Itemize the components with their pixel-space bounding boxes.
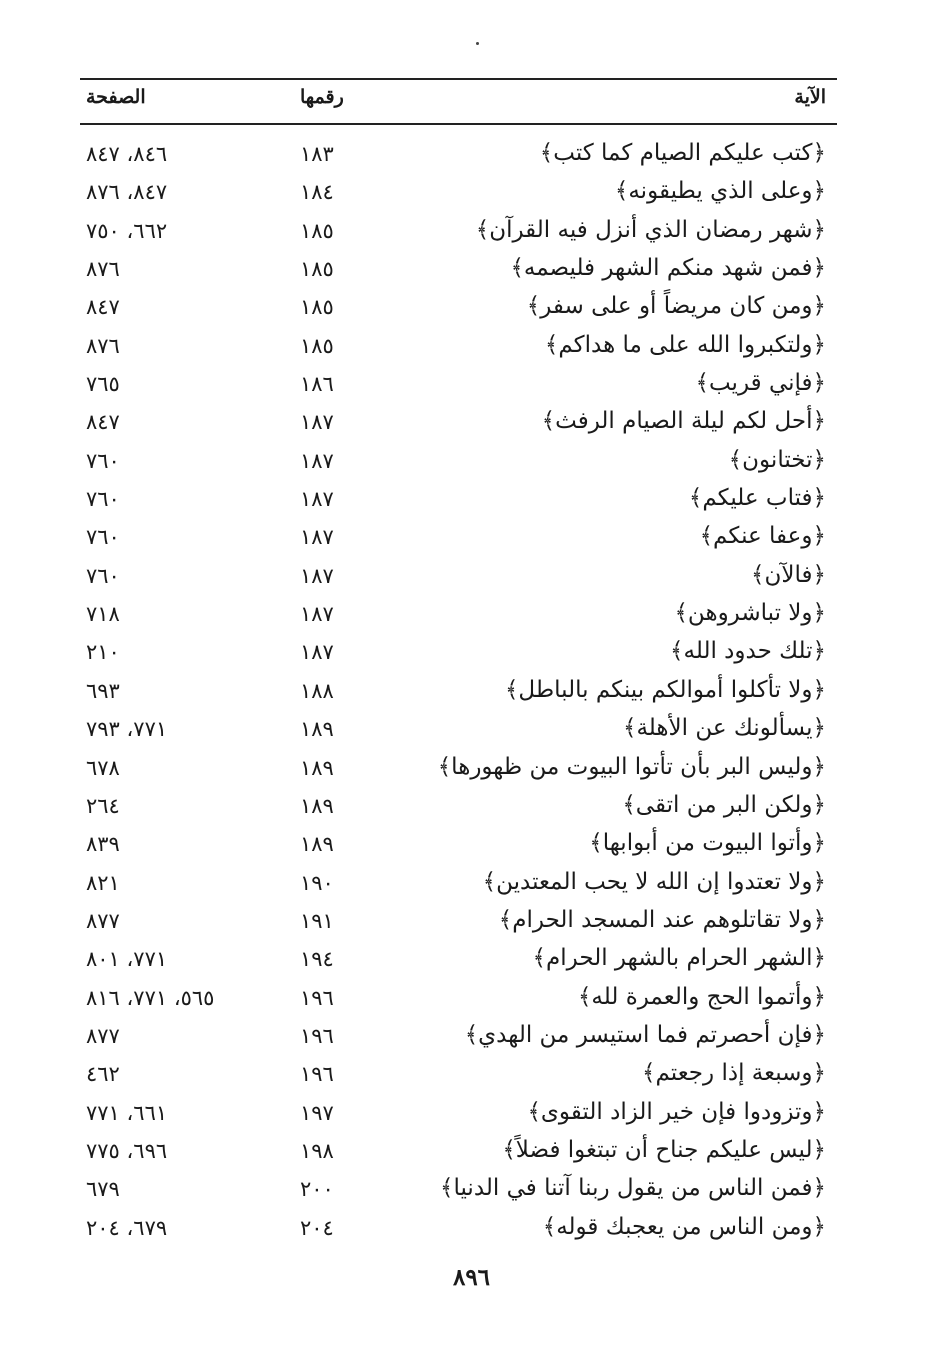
- table-row: [0, 404, 943, 442]
- table-row: [0, 865, 943, 903]
- table-row: [0, 673, 943, 711]
- ayah-text: ﴿وعلى الذي يطيقونه﴾: [614, 178, 826, 205]
- page-refs: ٧٧١، ٨٠١: [86, 947, 168, 972]
- table-row: [0, 1056, 943, 1094]
- header-rule: [80, 123, 837, 125]
- table-row: [0, 136, 943, 174]
- ayah-text: ﴿فإن أحصرتم فما استيسر من الهدي﴾: [464, 1021, 826, 1048]
- page-refs: ٨٤٧، ٨٧٦: [86, 180, 168, 205]
- table-row: [0, 481, 943, 519]
- ayah-text: ﴿ومن كان مريضاً أو على سفر﴾: [526, 293, 826, 320]
- page-refs: ٦٩٣: [86, 678, 120, 703]
- ayah-number: ١٩٧: [300, 1100, 334, 1125]
- ayah-number: ١٨٤: [300, 180, 334, 205]
- page-refs: ٦٦٢، ٧٥٠: [86, 218, 168, 243]
- page-refs: ٧١٨: [86, 602, 120, 627]
- ayah-number: ١٨٨: [300, 678, 334, 703]
- ayah-text: ﴿وأتموا الحج والعمرة لله﴾: [577, 983, 826, 1010]
- ayah-text: ﴿تلك حدود الله﴾: [670, 638, 826, 665]
- table-row: [0, 826, 943, 864]
- ayah-text: ﴿يسألونك عن الأهلة﴾: [623, 715, 826, 742]
- ayah-number: ١٩٨: [300, 1138, 334, 1163]
- page-refs: ٦٧٩: [86, 1177, 120, 1202]
- page-refs: ٦٧٨: [86, 755, 120, 780]
- table-row: [0, 174, 943, 212]
- table-row: [0, 941, 943, 979]
- table-row: [0, 1210, 943, 1248]
- table-row: [0, 1133, 943, 1171]
- page-refs: ٦٦١، ٧٧١: [86, 1100, 168, 1125]
- table-row: [0, 711, 943, 749]
- ayah-text: ﴿ومن الناس من يعجبك قوله﴾: [542, 1213, 826, 1240]
- ayah-text: ﴿فإني قريب﴾: [695, 370, 826, 397]
- decorative-dot: [476, 42, 479, 45]
- ayah-number: ١٨٧: [300, 640, 334, 665]
- page-refs: ٨٧٧: [86, 1023, 120, 1048]
- ayah-text: ﴿وعفا عنكم﴾: [699, 523, 826, 550]
- ayah-number: ١٨٧: [300, 410, 334, 435]
- page-refs: ٨٣٩: [86, 832, 120, 857]
- ayah-text: ﴿كتب عليكم الصيام كما كتب﴾: [539, 140, 826, 166]
- page-refs: ٨٧٧: [86, 908, 120, 933]
- table-row: [0, 328, 943, 366]
- page-refs: ٤٦٢: [86, 1062, 120, 1087]
- table-row: [0, 213, 943, 251]
- ayah-number: ١٩٦: [300, 1062, 334, 1087]
- table-row: [0, 980, 943, 1018]
- ayah-number: ١٨٩: [300, 793, 334, 818]
- ayah-text: ﴿فتاب عليكم﴾: [688, 485, 826, 512]
- index-table: [0, 136, 943, 1248]
- table-row: [0, 788, 943, 826]
- ayah-number: ١٨٦: [300, 372, 334, 397]
- ayah-number: ١٩٤: [300, 947, 334, 972]
- header-number: رقمها: [300, 86, 344, 108]
- table-row: [0, 366, 943, 404]
- ayah-number: ١٨٧: [300, 563, 334, 588]
- ayah-text: ﴿ولكن البر من اتقى﴾: [622, 791, 826, 818]
- page-refs: ٢٦٤: [86, 793, 120, 818]
- table-row: [0, 750, 943, 788]
- ayah-number: ١٨٥: [300, 295, 334, 320]
- ayah-text: ﴿ولا تباشروهن﴾: [674, 600, 826, 627]
- ayah-number: ٢٠٤: [300, 1215, 334, 1240]
- page-refs: ٨٧٦: [86, 257, 120, 282]
- page-number: ٨٩٦: [452, 1264, 491, 1291]
- ayah-number: ١٨٧: [300, 487, 334, 512]
- ayah-text: ﴿وتزودوا فإن خير الزاد التقوى﴾: [527, 1098, 826, 1125]
- page-refs: ٧٦٠: [86, 525, 120, 550]
- page-refs: ٦٩٦، ٧٧٥: [86, 1138, 168, 1163]
- table-row: [0, 558, 943, 596]
- page-refs: ٢١٠: [86, 640, 120, 665]
- table-row: [0, 1171, 943, 1209]
- ayah-text: ﴿فالآن﴾: [751, 561, 826, 588]
- ayah-number: ١٩٦: [300, 985, 334, 1010]
- ayah-number: ١٨٧: [300, 602, 334, 627]
- page-refs: ٦٧٩، ٢٠٤: [86, 1215, 168, 1240]
- ayah-number: ١٨٩: [300, 832, 334, 857]
- page-refs: ٧٧١، ٧٩٣: [86, 717, 168, 742]
- ayah-text: ﴿وأتوا البيوت من أبوابها﴾: [589, 830, 826, 857]
- top-rule: [80, 78, 837, 80]
- ayah-number: ١٩١: [300, 908, 334, 933]
- page-refs: ٨٤٧: [86, 295, 120, 320]
- table-row: [0, 634, 943, 672]
- ayah-number: ١٨٧: [300, 448, 334, 473]
- table-row: [0, 519, 943, 557]
- page-refs: ٧٦٠: [86, 448, 120, 473]
- ayah-text: ﴿وليس البر بأن تأتوا البيوت من ظهورها﴾: [437, 753, 826, 780]
- ayah-text: ﴿أحل لكم ليلة الصيام الرفث﴾: [541, 408, 826, 435]
- ayah-number: ١٩٠: [300, 870, 334, 895]
- ayah-text: ﴿فمن شهد منكم الشهر فليصمه﴾: [510, 255, 826, 282]
- ayah-number: ٢٠٠: [300, 1177, 334, 1202]
- ayah-text: ﴿ولا تأكلوا أموالكم بينكم بالباطل﴾: [504, 676, 826, 703]
- ayah-number: ١٨٧: [300, 525, 334, 550]
- ayah-number: ١٨٥: [300, 218, 334, 243]
- table-row: [0, 443, 943, 481]
- ayah-text: ﴿ولا تقاتلوهم عند المسجد الحرام﴾: [498, 906, 826, 933]
- ayah-text: ﴿فمن الناس من يقول ربنا آتنا في الدنيا﴾: [440, 1175, 826, 1202]
- header-ayah: الآية: [794, 86, 826, 108]
- ayah-number: ١٨٥: [300, 257, 334, 282]
- ayah-number: ١٩٦: [300, 1023, 334, 1048]
- ayah-text: ﴿شهر رمضان الذي أنزل فيه القرآن﴾: [475, 216, 826, 243]
- page-refs: ٧٦٠: [86, 563, 120, 588]
- table-row: [0, 251, 943, 289]
- ayah-text: ﴿وسبعة إذا رجعتم﴾: [641, 1060, 826, 1087]
- table-row: [0, 903, 943, 941]
- page-refs: ٨٧٦: [86, 333, 120, 358]
- ayah-text: ﴿ولتكبروا الله على ما هداكم﴾: [544, 331, 826, 358]
- page-refs: ٧٦٠: [86, 487, 120, 512]
- ayah-text: ﴿الشهر الحرام بالشهر الحرام﴾: [532, 945, 826, 972]
- ayah-number: ١٨٥: [300, 333, 334, 358]
- table-row: [0, 1095, 943, 1133]
- table-row: [0, 1018, 943, 1056]
- ayah-text: ﴿تختانون﴾: [728, 446, 826, 473]
- page-refs: ٨٤٧: [86, 410, 120, 435]
- header-page: الصفحة: [86, 86, 146, 108]
- ayah-number: ١٨٩: [300, 755, 334, 780]
- page-refs: ٨٤٦، ٨٤٧: [86, 142, 168, 166]
- ayah-text: ﴿ولا تعتدوا إن الله لا يحب المعتدين﴾: [482, 868, 826, 895]
- table-row: [0, 596, 943, 634]
- page-refs: ٨٢١: [86, 870, 120, 895]
- page-refs: ٥٦٥، ٧٧١، ٨١٦: [86, 985, 215, 1010]
- ayah-text: ﴿ليس عليكم جناح أن تبتغوا فضلاً﴾: [502, 1136, 826, 1163]
- table-row: [0, 289, 943, 327]
- page-refs: ٧٦٥: [86, 372, 120, 397]
- ayah-number: ١٨٩: [300, 717, 334, 742]
- ayah-number: ١٨٣: [300, 142, 334, 166]
